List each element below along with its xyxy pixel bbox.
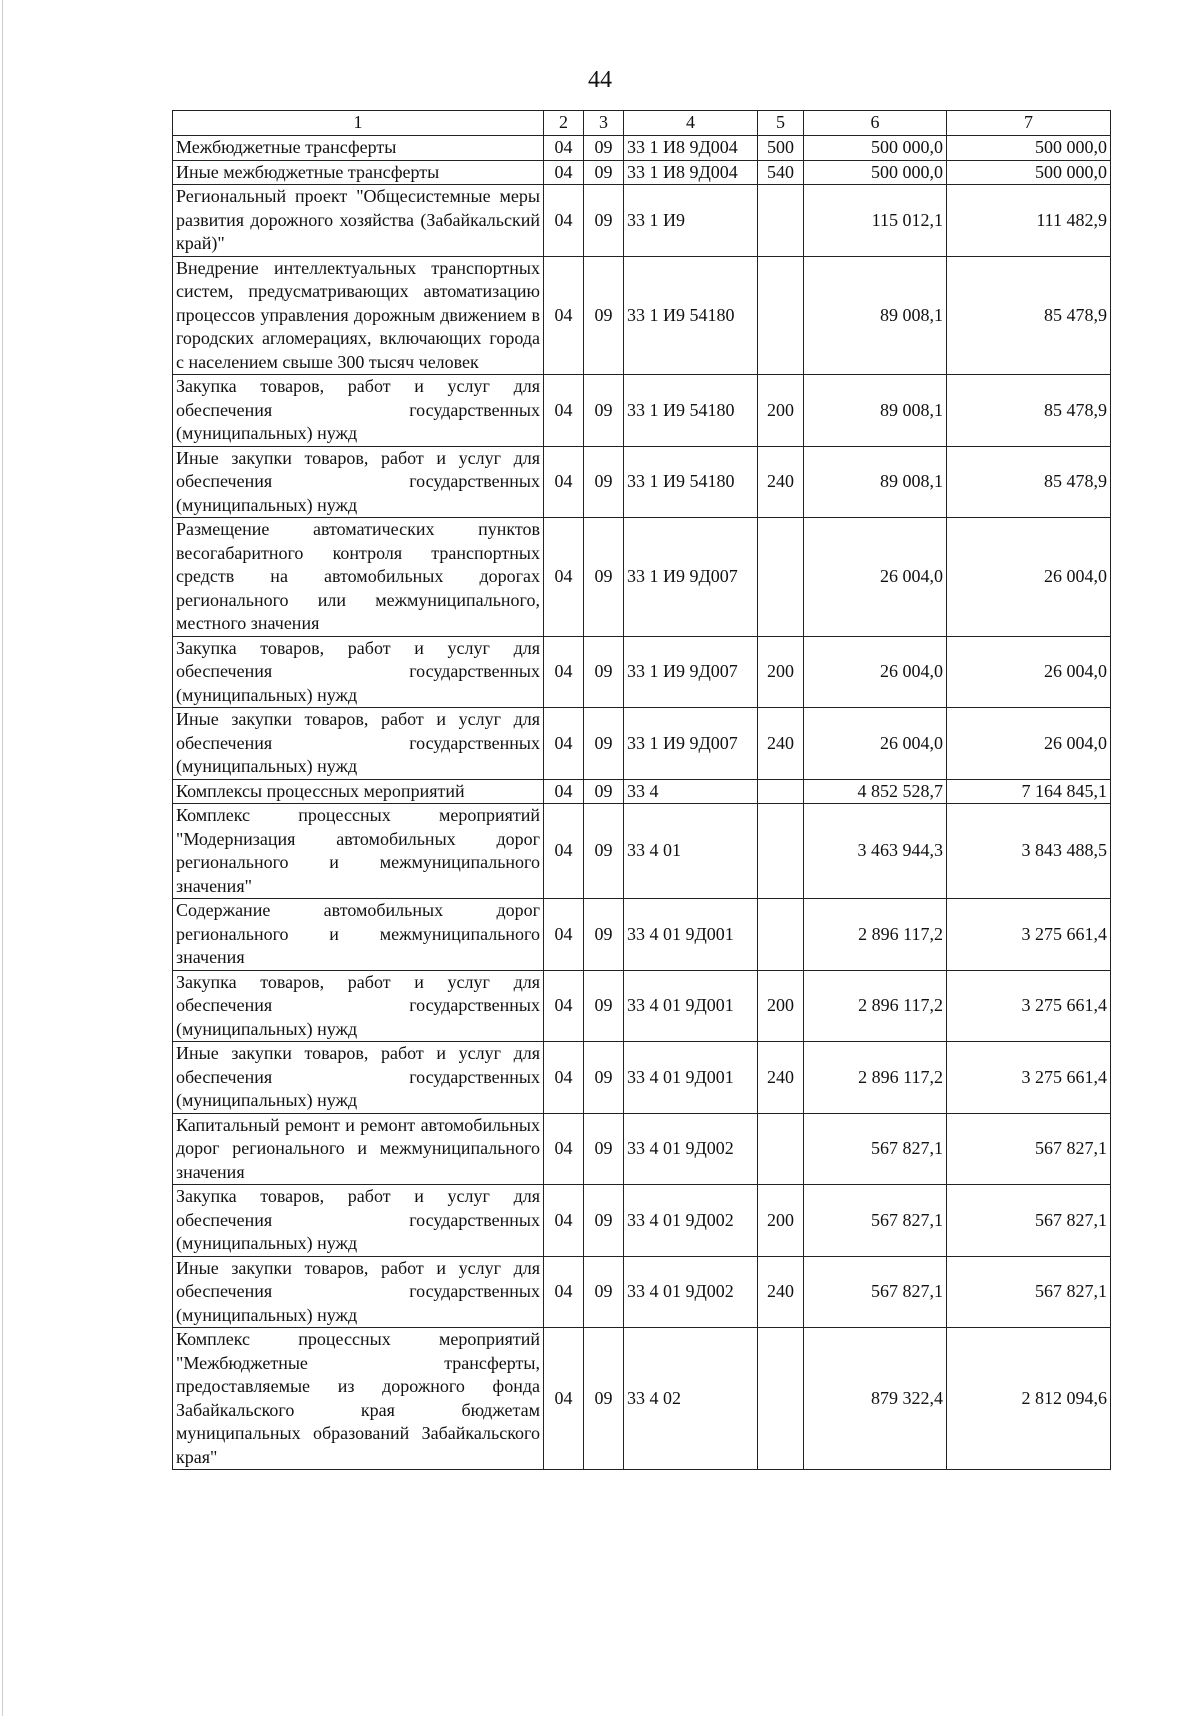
column-header-7: 7: [947, 111, 1111, 136]
subsection-code-cell: 09: [584, 1185, 624, 1257]
amount-year2-cell: 26 004,0: [947, 708, 1111, 780]
subsection-code-cell: 09: [584, 446, 624, 518]
row-name-cell: Капитальный ремонт и ремонт автомобильных дорог регионального и межмуниципального значения: [173, 1113, 544, 1185]
row-name-cell: Закупка товаров, работ и услуг для обеспечения государственных (муниципальных) нужд: [173, 970, 544, 1042]
column-header-2: 2: [544, 111, 584, 136]
amount-year2-cell: 3 275 661,4: [947, 970, 1111, 1042]
amount-year1-cell: 89 008,1: [804, 256, 947, 375]
amount-year2-cell: 85 478,9: [947, 256, 1111, 375]
expense-type-cell: 240: [758, 1042, 804, 1114]
amount-year2-cell: 85 478,9: [947, 446, 1111, 518]
page-number: 44: [588, 67, 612, 93]
amount-year1-cell: 2 896 117,2: [804, 970, 947, 1042]
amount-year1-cell: 89 008,1: [804, 375, 947, 447]
amount-year1-cell: 2 896 117,2: [804, 1042, 947, 1114]
amount-year1-cell: 567 827,1: [804, 1113, 947, 1185]
section-code-cell: 04: [544, 970, 584, 1042]
section-code-cell: 04: [544, 256, 584, 375]
target-article-cell: 33 1 И9 9Д007: [624, 636, 758, 708]
amount-year2-cell: 26 004,0: [947, 636, 1111, 708]
subsection-code-cell: 09: [584, 160, 624, 185]
target-article-cell: 33 1 И8 9Д004: [624, 136, 758, 161]
expense-type-cell: [758, 1328, 804, 1470]
target-article-cell: 33 1 И9 54180: [624, 375, 758, 447]
amount-year2-cell: 500 000,0: [947, 136, 1111, 161]
expense-type-cell: 200: [758, 1185, 804, 1257]
table-row: [173, 1113, 1111, 1185]
table-row: [173, 160, 1111, 185]
table-row: [173, 446, 1111, 518]
subsection-code-cell: 09: [584, 375, 624, 447]
table-row: [173, 708, 1111, 780]
section-code-cell: 04: [544, 708, 584, 780]
amount-year1-cell: 2 896 117,2: [804, 899, 947, 971]
target-article-cell: 33 4 01: [624, 804, 758, 899]
subsection-code-cell: 09: [584, 899, 624, 971]
row-name-cell: Размещение автоматических пунктов весогабаритного контроля транспортных средств на автомобильных дорогах регионального или межмуниципального, местного значения: [173, 518, 544, 637]
expense-type-cell: 200: [758, 970, 804, 1042]
target-article-cell: 33 4 01 9Д002: [624, 1185, 758, 1257]
amount-year1-cell: 500 000,0: [804, 160, 947, 185]
target-article-cell: 33 1 И9: [624, 185, 758, 257]
amount-year1-cell: 26 004,0: [804, 518, 947, 637]
column-header-4: 4: [624, 111, 758, 136]
amount-year2-cell: 111 482,9: [947, 185, 1111, 257]
amount-year2-cell: 7 164 845,1: [947, 779, 1111, 804]
table-row: [173, 1328, 1111, 1470]
section-code-cell: 04: [544, 1042, 584, 1114]
amount-year1-cell: 89 008,1: [804, 446, 947, 518]
amount-year1-cell: 26 004,0: [804, 636, 947, 708]
expense-type-cell: 540: [758, 160, 804, 185]
row-name-cell: Комплекс процессных мероприятий "Межбюджетные трансферты, предоставляемые из дорожного фонда Забайкальского края бюджетам муниципальных образований Забайкальского края": [173, 1328, 544, 1470]
amount-year2-cell: 567 827,1: [947, 1113, 1111, 1185]
expense-type-cell: 200: [758, 375, 804, 447]
row-name-cell: Иные межбюджетные трансферты: [173, 160, 544, 185]
subsection-code-cell: 09: [584, 1113, 624, 1185]
table-row: [173, 1256, 1111, 1328]
subsection-code-cell: 09: [584, 1328, 624, 1470]
expense-type-cell: 240: [758, 708, 804, 780]
expense-type-cell: [758, 256, 804, 375]
amount-year2-cell: 500 000,0: [947, 160, 1111, 185]
table-row: [173, 375, 1111, 447]
section-code-cell: 04: [544, 804, 584, 899]
expense-type-cell: 240: [758, 1256, 804, 1328]
subsection-code-cell: 09: [584, 1256, 624, 1328]
expense-type-cell: 500: [758, 136, 804, 161]
target-article-cell: 33 4 01 9Д002: [624, 1256, 758, 1328]
expense-type-cell: [758, 185, 804, 257]
amount-year1-cell: 3 463 944,3: [804, 804, 947, 899]
target-article-cell: 33 1 И9 9Д007: [624, 518, 758, 637]
section-code-cell: 04: [544, 1113, 584, 1185]
table-row: [173, 636, 1111, 708]
amount-year2-cell: 567 827,1: [947, 1256, 1111, 1328]
subsection-code-cell: 09: [584, 970, 624, 1042]
row-name-cell: Иные закупки товаров, работ и услуг для обеспечения государственных (муниципальных) нужд: [173, 1042, 544, 1114]
amount-year1-cell: 567 827,1: [804, 1185, 947, 1257]
row-name-cell: Межбюджетные трансферты: [173, 136, 544, 161]
amount-year2-cell: 3 275 661,4: [947, 899, 1111, 971]
amount-year2-cell: 2 812 094,6: [947, 1328, 1111, 1470]
subsection-code-cell: 09: [584, 708, 624, 780]
table-row: [173, 185, 1111, 257]
expense-type-cell: 240: [758, 446, 804, 518]
amount-year1-cell: 879 322,4: [804, 1328, 947, 1470]
table-row: [173, 899, 1111, 971]
target-article-cell: 33 4 01 9Д002: [624, 1113, 758, 1185]
table-row: [173, 1185, 1111, 1257]
row-name-cell: Закупка товаров, работ и услуг для обеспечения государственных (муниципальных) нужд: [173, 375, 544, 447]
table-row: [173, 1042, 1111, 1114]
subsection-code-cell: 09: [584, 636, 624, 708]
expense-type-cell: [758, 804, 804, 899]
amount-year1-cell: 500 000,0: [804, 136, 947, 161]
target-article-cell: 33 4 01 9Д001: [624, 1042, 758, 1114]
amount-year1-cell: 4 852 528,7: [804, 779, 947, 804]
row-name-cell: Комплекс процессных мероприятий "Модернизация автомобильных дорог регионального и межмуниципального значения": [173, 804, 544, 899]
row-name-cell: Закупка товаров, работ и услуг для обеспечения государственных (муниципальных) нужд: [173, 1185, 544, 1257]
subsection-code-cell: 09: [584, 185, 624, 257]
section-code-cell: 04: [544, 185, 584, 257]
table-row: [173, 779, 1111, 804]
amount-year1-cell: 567 827,1: [804, 1256, 947, 1328]
target-article-cell: 33 1 И9 9Д007: [624, 708, 758, 780]
expense-type-cell: [758, 779, 804, 804]
expense-type-cell: 200: [758, 636, 804, 708]
amount-year2-cell: 85 478,9: [947, 375, 1111, 447]
row-name-cell: Внедрение интеллектуальных транспортных систем, предусматривающих автоматизацию процессов управления дорожным движением в городских агломерациях, включающих города с населением свыше 300 тысяч человек: [173, 256, 544, 375]
subsection-code-cell: 09: [584, 779, 624, 804]
section-code-cell: 04: [544, 1328, 584, 1470]
target-article-cell: 33 1 И9 54180: [624, 256, 758, 375]
amount-year1-cell: 115 012,1: [804, 185, 947, 257]
section-code-cell: 04: [544, 1185, 584, 1257]
section-code-cell: 04: [544, 160, 584, 185]
section-code-cell: 04: [544, 899, 584, 971]
scan-edge-line: [2, 0, 3, 1716]
column-header-5: 5: [758, 111, 804, 136]
header-row: [173, 111, 1111, 136]
row-name-cell: Комплексы процессных мероприятий: [173, 779, 544, 804]
amount-year2-cell: 3 275 661,4: [947, 1042, 1111, 1114]
row-name-cell: Закупка товаров, работ и услуг для обеспечения государственных (муниципальных) нужд: [173, 636, 544, 708]
subsection-code-cell: 09: [584, 136, 624, 161]
subsection-code-cell: 09: [584, 256, 624, 375]
row-name-cell: Иные закупки товаров, работ и услуг для обеспечения государственных (муниципальных) нужд: [173, 446, 544, 518]
section-code-cell: 04: [544, 375, 584, 447]
row-name-cell: Содержание автомобильных дорог регионального и межмуниципального значения: [173, 899, 544, 971]
column-header-1: 1: [173, 111, 544, 136]
section-code-cell: 04: [544, 446, 584, 518]
row-name-cell: Иные закупки товаров, работ и услуг для обеспечения государственных (муниципальных) нужд: [173, 708, 544, 780]
expense-type-cell: [758, 1113, 804, 1185]
column-header-6: 6: [804, 111, 947, 136]
amount-year2-cell: 26 004,0: [947, 518, 1111, 637]
column-header-3: 3: [584, 111, 624, 136]
target-article-cell: 33 4: [624, 779, 758, 804]
target-article-cell: 33 1 И8 9Д004: [624, 160, 758, 185]
subsection-code-cell: 09: [584, 804, 624, 899]
target-article-cell: 33 4 01 9Д001: [624, 970, 758, 1042]
row-name-cell: Иные закупки товаров, работ и услуг для обеспечения государственных (муниципальных) нужд: [173, 1256, 544, 1328]
table-body: [173, 136, 1111, 1470]
subsection-code-cell: 09: [584, 1042, 624, 1114]
subsection-code-cell: 09: [584, 518, 624, 637]
target-article-cell: 33 1 И9 54180: [624, 446, 758, 518]
section-code-cell: 04: [544, 779, 584, 804]
table-row: [173, 256, 1111, 375]
section-code-cell: 04: [544, 136, 584, 161]
amount-year2-cell: 567 827,1: [947, 1185, 1111, 1257]
expense-type-cell: [758, 518, 804, 637]
amount-year1-cell: 26 004,0: [804, 708, 947, 780]
section-code-cell: 04: [544, 1256, 584, 1328]
amount-year2-cell: 3 843 488,5: [947, 804, 1111, 899]
target-article-cell: 33 4 02: [624, 1328, 758, 1470]
row-name-cell: Региональный проект "Общесистемные меры развития дорожного хозяйства (Забайкальский край)": [173, 185, 544, 257]
expense-type-cell: [758, 899, 804, 971]
target-article-cell: 33 4 01 9Д001: [624, 899, 758, 971]
table-row: [173, 970, 1111, 1042]
budget-table: [172, 110, 1111, 1470]
section-code-cell: 04: [544, 636, 584, 708]
section-code-cell: 04: [544, 518, 584, 637]
table-row: [173, 136, 1111, 161]
table-row: [173, 804, 1111, 899]
table-row: [173, 518, 1111, 637]
